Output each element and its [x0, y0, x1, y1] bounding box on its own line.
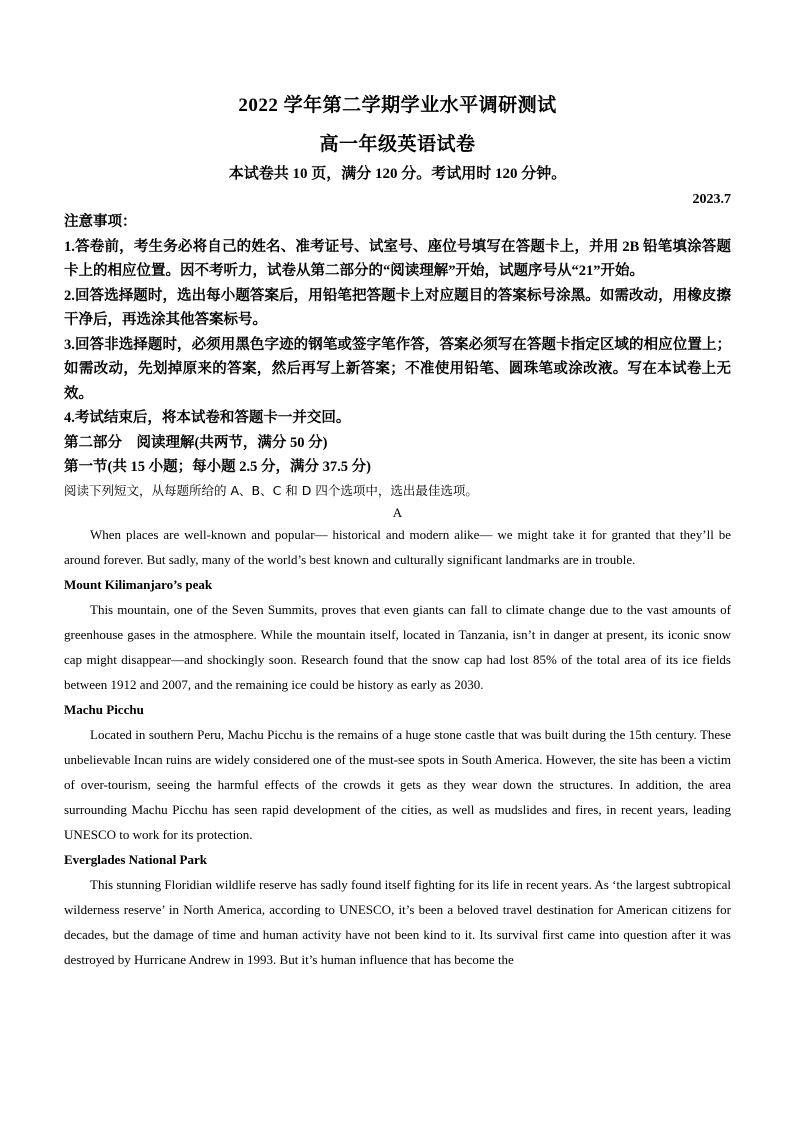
exam-info: 本试卷共 10 页，满分 120 分。考试用时 120 分钟。 [228, 166, 567, 182]
part-heading: 第二部分 阅读理解(共两节，满分 50 分) [64, 434, 328, 451]
section-title-kilimanjaro: Mount Kilimanjaro’s peak [64, 576, 213, 592]
notice-item-3: 3.回答非选择题时，必须用黑色字迹的钢笔或签字笔作答，答案必须写在答题卡指定区域的相应位置上；如需改动，先划掉原来的答案，然后再写上新答案；不准使用铅笔、圆珠笔或涂改液。写在本试卷上无效。 [64, 336, 731, 402]
section-heading: 第一节(共 15 小题；每小题 2.5 分，满分 37.5 分) [64, 459, 371, 475]
exam-title: 2022 学年第二学期学业水平调研测试 [238, 95, 557, 116]
exam-subtitle: 高一年级英语试卷 [319, 134, 476, 155]
section-title-everglades: Everglades National Park [64, 851, 207, 867]
notice-heading: 注意事项： [64, 214, 137, 230]
exam-date: 2023.7 [692, 192, 731, 207]
notice-item-2: 2.回答选择题时，选出每小题答案后，用铅笔把答题卡上对应题目的答案标号涂黑。如需改动，用橡皮擦干净后，再选涂其他答案标号。 [64, 287, 731, 328]
exam-page [64, 92, 731, 972]
section-title-machu-picchu: Machu Picchu [64, 701, 144, 717]
section-text-everglades: This stunning Floridian wildlife reserve has sadly found itself fighting for its life in recent years. As ‘the largest subtropical wilderness reserve’ in North America, according to UNESCO, it’s been a beloved travel destination for American citizens for decades, but the damage of time and human activity have not been kind to it. Its survival first came into question after it was destroyed by Hurricane Andrew in 1993. But it’s human influence that has become the [64, 876, 731, 967]
reading-instruction: 阅读下列短文，从每题所给的 A、B、C 和 D 四个选项中，选出最佳选项。 [64, 482, 478, 498]
section-text-kilimanjaro: This mountain, one of the Seven Summits, proves that even giants can fall to climate change due to the vast amounts of greenhouse gases in the atmosphere. While the mountain itself, located in Tanzania, isn’t in danger at present, its iconic snow cap might disappear—and shockingly soon. Research found that the snow cap had lost 85% of the total area of its ice fields between 1912 and 2007, and the remaining ice could be history as early as 2030. [64, 601, 731, 692]
notice-block [64, 210, 731, 480]
section-text-machu-picchu: Located in southern Peru, Machu Picchu is the remains of a huge stone castle that was built during the 15th century. These unbelievable Incan ruins are widely considered one of the must-see spots in South America. However, the site has been a victim of over-tourism, seeing the harmful effects of the crowds it gets as they wear down the structures. In addition, the area surrounding Machu Picchu has seen rapid development of the cities, as well as mudslides and fires, in recent years, leading UNESCO to work for its protection. [64, 726, 731, 842]
passage-intro: When places are well-known and popular— historical and modern alike— we might take it for granted that they’ll be around forever. But sadly, many of the world’s best known and culturally significant landmarks are in trouble. [64, 526, 731, 567]
notice-item-4: 4.考试结束后，将本试卷和答题卡一并交回。 [64, 410, 351, 426]
passage-letter: A [392, 504, 403, 520]
notice-item-1: 1.答卷前，考生务必将自己的姓名、准考证号、试室号、座位号填写在答题卡上，并用 2B 铅笔填涂答题卡上的相应位置。因不考听力，试卷从第二部分的“阅读理解”开始，试题序号从“21”开始。 [64, 238, 731, 279]
